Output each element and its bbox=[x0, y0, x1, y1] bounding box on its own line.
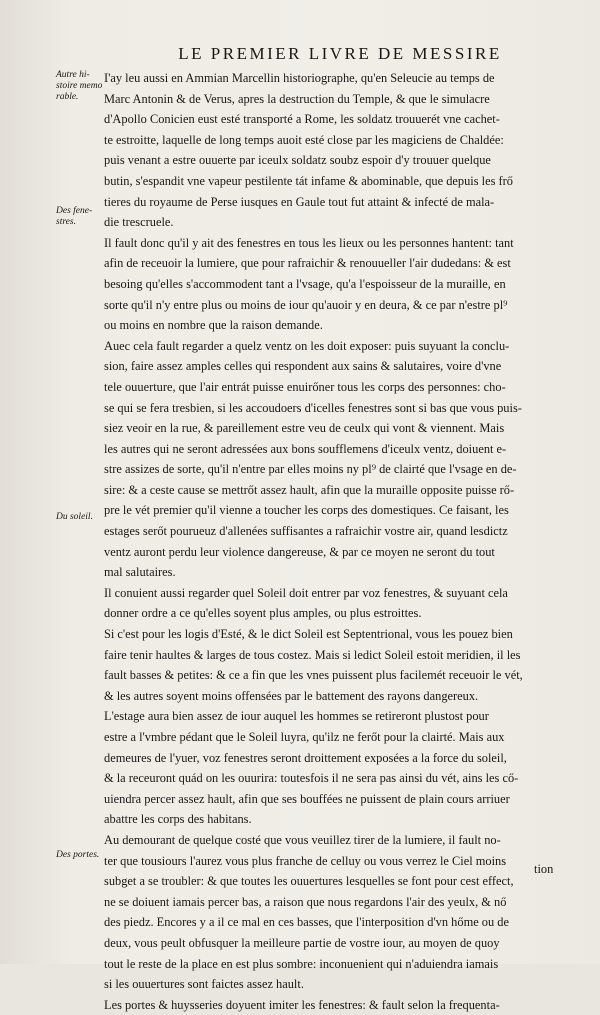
text-line: & la receuront quád on les ouurira: toutesfois il ne sera pas ainsi du vét, ains les cő- bbox=[104, 771, 519, 786]
note-line: Des portes. bbox=[56, 850, 100, 860]
margin-note-soleil bbox=[56, 512, 104, 523]
text-line: butin, s'espandit vne vapeur pestilente tát infame & abominable, que depuis les frő bbox=[104, 173, 513, 188]
text-line: Si c'est pour les logis d'Esté, & le dict Soleil est Septentrional, vous les pouez bien bbox=[104, 627, 513, 642]
text-line: subget a se troubler: & que toutes les ouuertures lesquelles se font pour cest effect, bbox=[104, 874, 514, 889]
body-text bbox=[104, 68, 558, 1015]
text-line: tieres du royaume de Perse iusques en Gaule tout fut attaint & infecté de mala- bbox=[104, 194, 495, 209]
note-line: Des fene- bbox=[56, 206, 93, 216]
text-line: uiendra percer assez hault, afin que ses bouffées ne puissent de plain cours arriuer bbox=[104, 791, 510, 806]
text-line: mal salutaires. bbox=[104, 565, 176, 580]
running-header: LE PREMIER LIVRE DE MESSIRE bbox=[178, 44, 502, 63]
margin-note-histoire bbox=[56, 70, 104, 103]
text-line: te estroitte, laquelle de long temps auoit esté close par les magiciens de Chaldée: bbox=[104, 132, 504, 147]
text-line: se qui se fera tresbien, si les accoudoers d'icelles fenestres sont si bas que vous puis- bbox=[104, 400, 522, 415]
catchword: tion bbox=[534, 862, 554, 876]
text-line: les autres qui ne seront adressées aux bons soufflemens d'iceulx ventz, doiuent e- bbox=[104, 441, 507, 456]
text-line: des piedz. Encores y a il ce mal en ces basses, que l'interposition d'vn hőme ou de bbox=[104, 915, 509, 930]
text-line: puis venant a estre ouuerte par iceulx soldatz soubz espoir d'y trouuer quelque bbox=[104, 153, 491, 168]
text-line: Il fault donc qu'il y ait des fenestres en tous les lieux ou les personnes hantent: tant bbox=[104, 235, 514, 250]
text-line: tele ouuerture, que l'air entrát puisse enuirőner tous les corps des personnes: cho- bbox=[104, 379, 506, 394]
note-line: Autre hi- bbox=[56, 70, 90, 80]
margin-note-portes bbox=[56, 850, 104, 861]
text-line: estages serőt pourueuz d'allenées suffisantes a rafraichir vostre air, quand lesdictz bbox=[104, 524, 508, 539]
text-line: ne se doiuent iamais percer bas, a raison que nous regardons l'air des yeulx, & nő bbox=[104, 894, 507, 909]
text-line: faire tenir haultes & larges de tous costez. Mais si ledict Soleil estoit meridien, il les bbox=[104, 647, 521, 662]
text-line: sorte qu'il n'y entre plus ou moins de iour qu'auoir y en deura, & ce par n'estre pl⁹ bbox=[104, 297, 508, 312]
text-line: afin de receuoir la lumiere, que pour rafraichir & renouueller l'air dudedans: & est bbox=[104, 256, 511, 271]
text-line: & les autres soyent moins offensées par le battement des rayons dangereux. bbox=[104, 688, 479, 703]
text-line: pre le vét premier qu'il vienne a toucher les corps des domestiques. Ce faisant, les bbox=[104, 503, 509, 518]
text-line: Auec cela fault regarder a quelz ventz on les doit exposer: puis suyuant la conclu- bbox=[104, 338, 510, 353]
text-line: d'Apollo Conicien eust esté transporté a Rome, les soldatz trouuerét vne cachet- bbox=[104, 112, 500, 127]
text-line: I'ay leu aussi en Ammian Marcellin historiographe, qu'en Seleucie au temps de bbox=[104, 71, 495, 85]
text-line: ventz auront perdu leur violence dangereuse, & par ce moyen ne seront du tout bbox=[104, 544, 495, 559]
text-line: si les ouuertures sont faictes assez hault. bbox=[104, 977, 304, 992]
note-line: stres. bbox=[56, 217, 76, 227]
text-line: Marc Antonin & de Verus, apres la destruction du Temple, & que le simulacre bbox=[104, 91, 490, 106]
text-line: abattre les corps des habitans. bbox=[104, 812, 252, 827]
text-line: Au demourant de quelque costé que vous veuillez tirer de la lumiere, il fault no- bbox=[104, 832, 501, 847]
text-line: L'estage aura bien assez de iour auquel les hommes se retireront plustost pour bbox=[104, 709, 489, 724]
text-line: besoing qu'elles s'accommodent tant a l'vsage, qu'a l'espoisseur de la muraille, en bbox=[104, 276, 506, 291]
text-line: ter que tousiours l'aurez vous plus franche de celluy ou vous verrez le Ciel moins bbox=[104, 853, 507, 868]
note-line: stoire memo bbox=[56, 81, 103, 91]
text-line: sire: & a ceste cause se mettrőt assez hault, afin que la muraille opposite puisse rő- bbox=[104, 482, 515, 497]
text-line: deux, vous peult obfusquer la meilleure partie de vostre iour, au moyen de quoy bbox=[104, 935, 500, 950]
text-line: donner ordre a ce qu'elles soyent plus amples, ou plus estroittes. bbox=[104, 606, 422, 621]
text-line: siez veoir en la rue, & pareillement estre veu de ceulx qui vont & viennent. Mais bbox=[104, 421, 505, 436]
text-line: stre assizes de sorte, qu'il n'entre par elles moins ny pl⁹ de clairté que l'vsage en de- bbox=[104, 462, 517, 477]
text-line: sion, faire assez amples celles qui respondent aux sains & salutaires, voire d'vne bbox=[104, 359, 502, 374]
text-line: tout le reste de la place en est plus sombre: inconuenient qui n'aduiendra iamais bbox=[104, 956, 499, 971]
text-line: Il conuient aussi regarder quel Soleil doit entrer par voz fenestres, & suyuant cela bbox=[104, 585, 508, 600]
note-line: rable. bbox=[56, 92, 79, 102]
text-line: demeures de l'yuer, voz fenestres seront droittement exposées a la force du soleil, bbox=[104, 750, 507, 765]
note-line: Du soleil. bbox=[56, 512, 93, 522]
text-line: estre a l'vmbre pédant que le Soleil luyra, qu'ilz ne ferőt pour la clairté. Mais aux bbox=[104, 730, 505, 744]
margin-note-fenestres bbox=[56, 206, 104, 228]
text-line: die trescruele. bbox=[104, 215, 174, 230]
text-line: ou moins en nombre que la raison demande. bbox=[104, 318, 323, 333]
text-line: Les portes & huysseries doyuent imiter les fenestres: & fault selon la frequenta- bbox=[104, 997, 500, 1012]
text-line: fault basses & petites: & ce a fin que les vnes puissent plus facilemét receuoir le vét, bbox=[104, 668, 523, 683]
